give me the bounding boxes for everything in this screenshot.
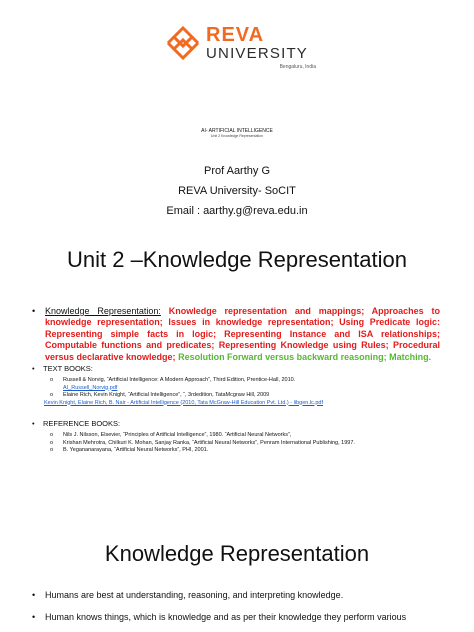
instructor-name: Prof Aarthy G [203,165,271,177]
topics-core-list: Knowledge representation and mappings; Approaches to knowledge representation; Issues in knowledge representation; Using Predicate logic: Representing simple facts in logic; Representing Instance and ISA relationships; Computable functions and predicates; Representing Knowledge using Rules; Procedural versus declarative knowledge; [45,306,441,362]
list-item[interactable] [50,385,442,393]
instructor-email: Email : aarthy.g@reva.edu.in [166,205,308,217]
list-item: o B. Yegananarayana, “Artificial Neural Networks”, PHI, 2001. [50,447,209,453]
instructor-affiliation: REVA University- SoCIT [178,185,296,197]
course-subtitle: Unit 2 Knowledge Representation [210,134,264,138]
references-list [50,432,442,455]
section-heading: Knowledge Representation [104,541,370,566]
list-item: o Krishan Mehrotra, Chilkuri K. Mohan, Sanjay Ranka, “Artificial Neural Networks”, Penram International Publishing, 1997. [50,439,355,446]
logo-brand-text: REVA [206,24,265,46]
point-item: • Humans are best at understanding, reasoning, and interpreting knowledge. [32,590,344,600]
textbook-pdf-link[interactable]: AI_Russell_Norvig.pdf [63,384,118,391]
textbooks-list [44,377,442,407]
course-title: AI- ARTIFICIAL INTELLIGENCE [201,128,273,134]
textbooks-heading: • TEXT BOOKS: [32,364,93,373]
reva-logo [166,24,316,74]
list-item: o Nils J. Nilsson, Elsevier, “Principles of Artificial Intelligence”, 1980. “Artificial Neural Networks”, [50,432,292,438]
references-heading: • REFERENCE BOOKS: [32,419,121,428]
topics-label: Knowledge Representation: [45,306,161,316]
unit-heading: Unit 2 –Knowledge Representation [66,247,407,272]
topics-extra-list: Resolution Forward versus backward reasoning; Matching. [175,351,432,362]
syllabus-topics-text [45,306,440,363]
bullet-marker: • [32,306,36,316]
list-item: o Elaine Rich, Kevin Knight, “Artificial Intelligence”, “, 3rdedition, TataMcgraw Hill, 2009 [50,392,270,398]
logo-university-text: UNIVERSITY [206,45,309,62]
list-item: o Russell & Norvig, “Artificial Intelligence: A Modern Approach”, Third Edition, Prentice-Hall, 2010. [50,377,296,383]
list-item[interactable] [44,400,442,408]
textbook-pdf-link[interactable]: Kevin Knight, Elaine Rich, B. Nair - Artificial Intelligence (2010, Tata McGraw-Hill Education Pvt. Ltd.) - libgen.lc.pdf [44,399,323,406]
point-item: • Human knows things, which is knowledge and as per their knowledge they perform various [32,612,407,622]
reva-emblem-icon [166,26,200,60]
syllabus-topics [32,306,440,363]
logo-location-text: Bengaluru, India [279,64,316,70]
